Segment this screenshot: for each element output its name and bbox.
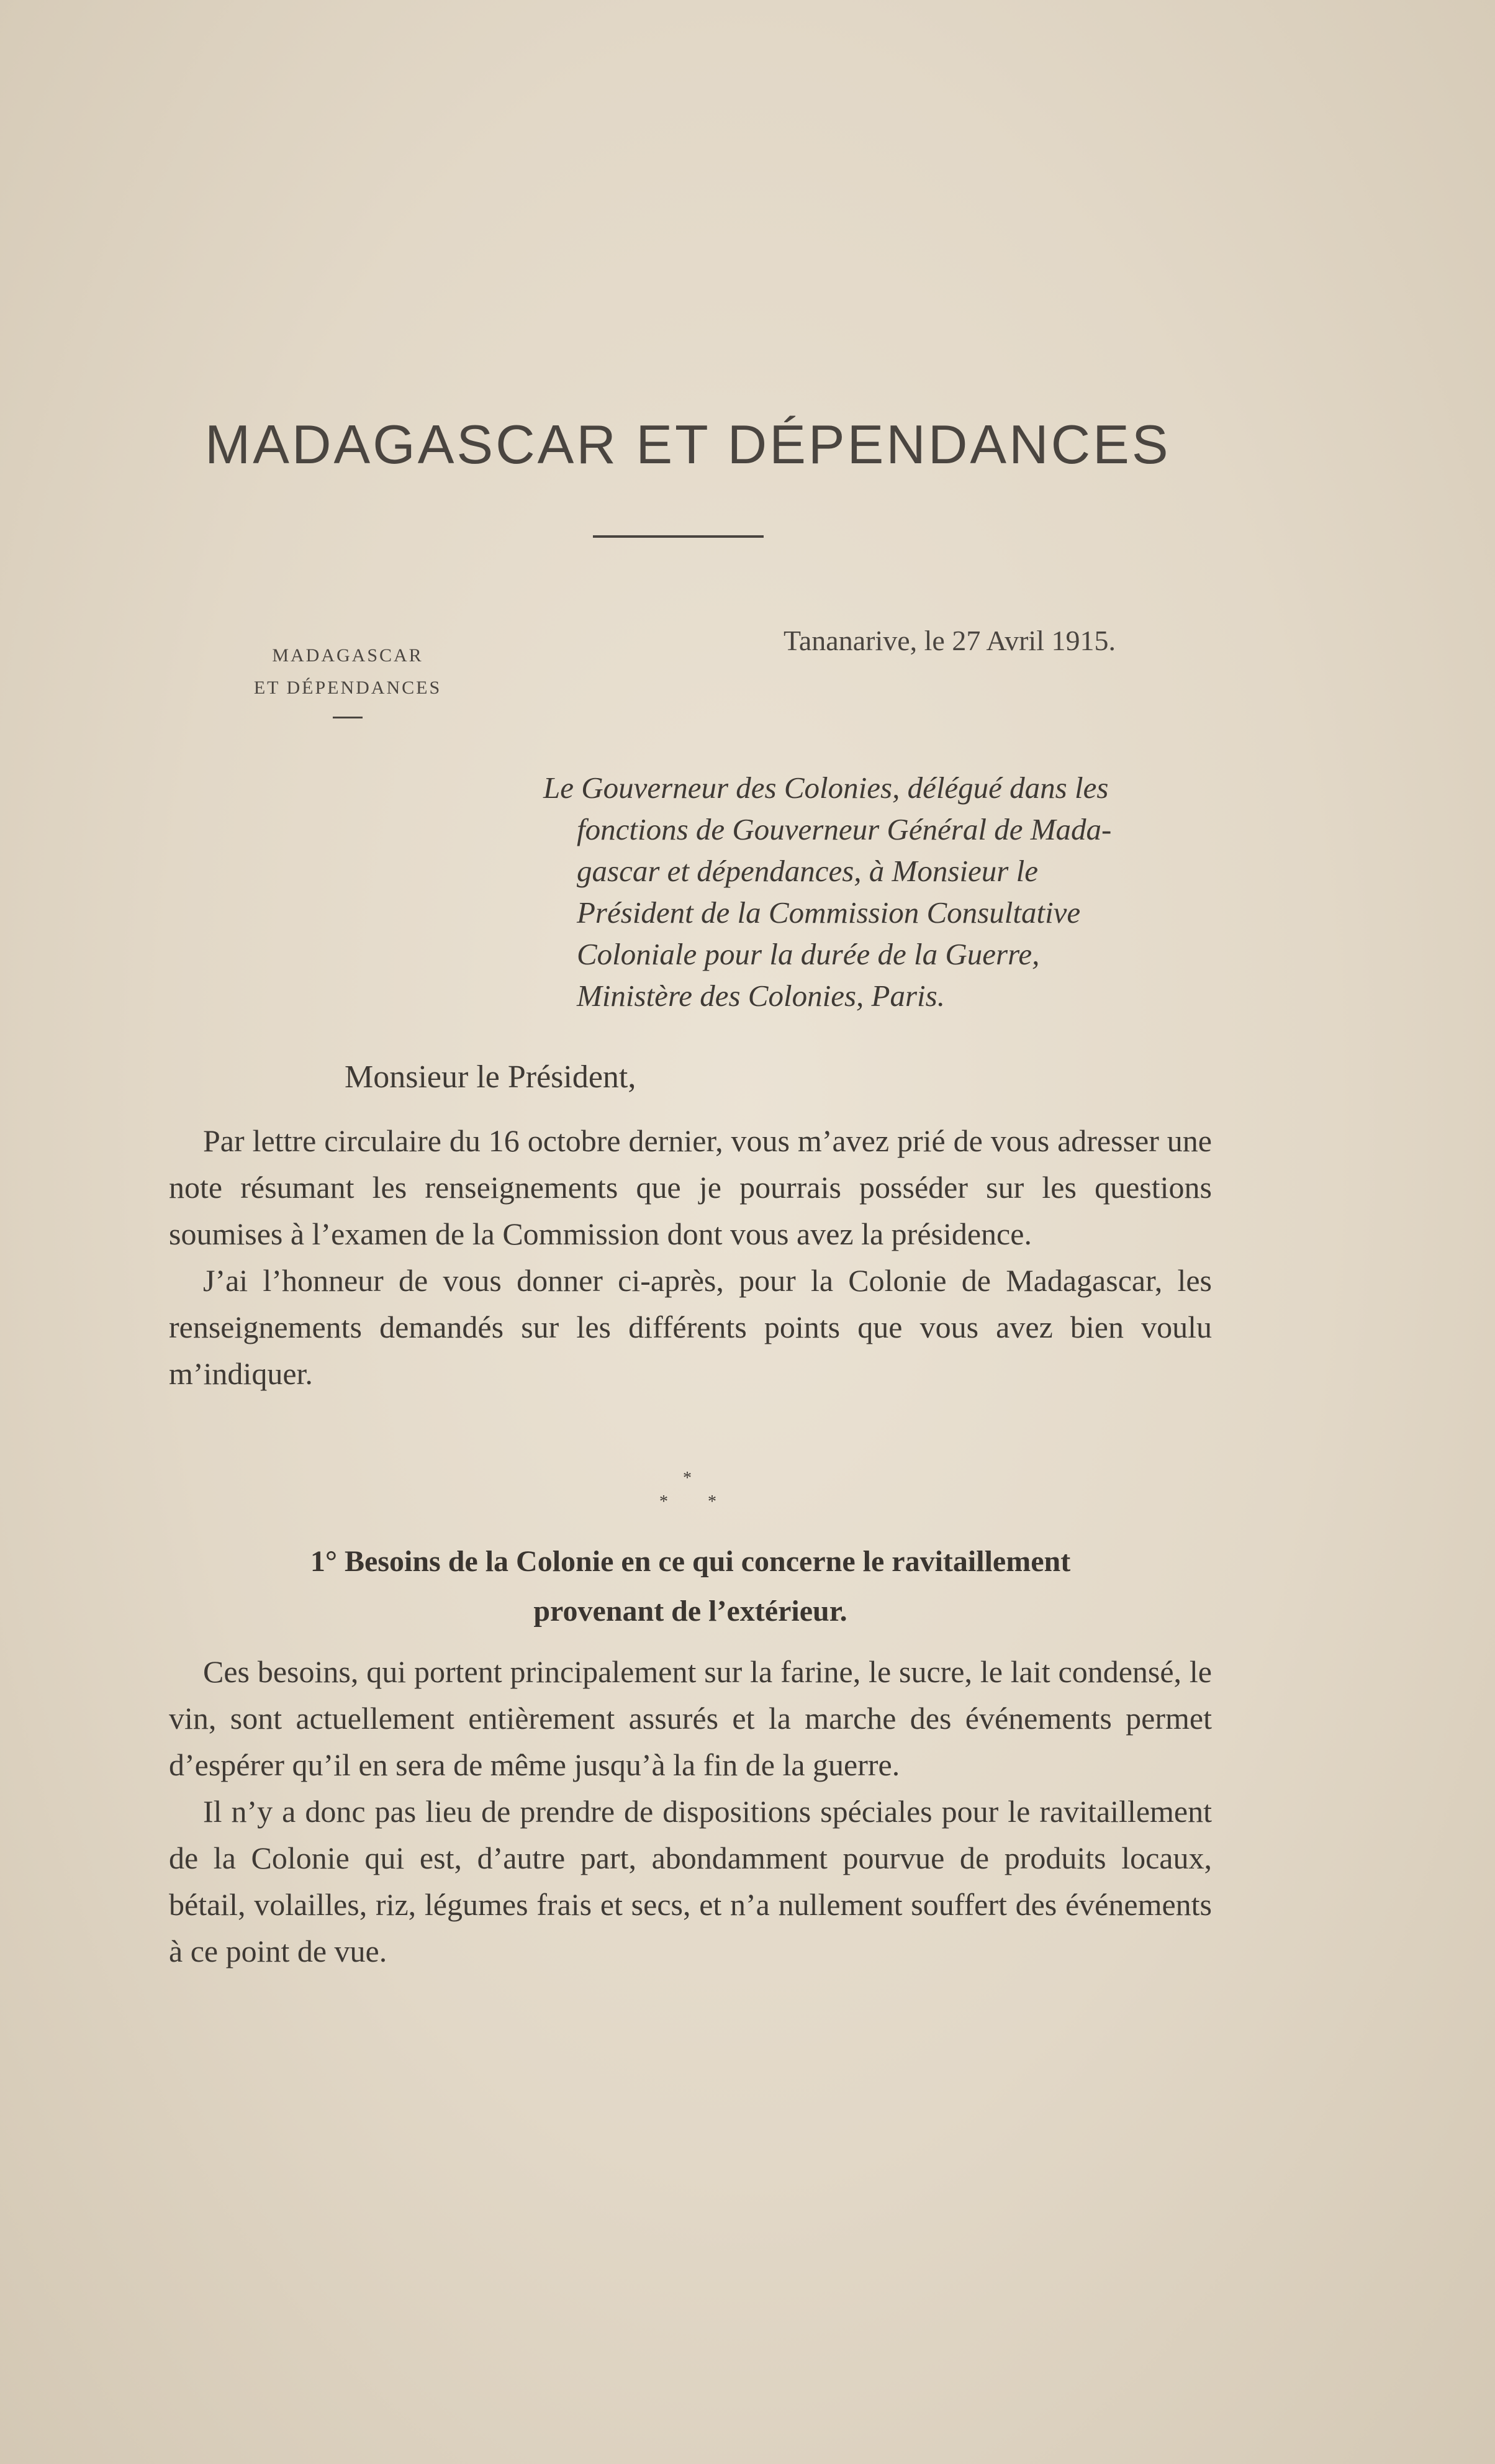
section-separator (646, 1469, 733, 1518)
section-body (169, 1649, 1212, 1975)
address-line: Président de la Commission Consultative (577, 895, 1081, 930)
paragraph: Par lettre circulaire du 16 octobre dernier, vous m’avez prié de vous adresser une note résumant les renseignements que je pourrais posséder sur les questions soumises à l’examen de la Commission dont vous avez la présidence. (169, 1123, 1212, 1251)
separator-star: * (659, 1492, 668, 1511)
letterhead-line-2: ET DÉPENDANCES (253, 677, 442, 698)
section-heading (169, 1537, 1212, 1636)
letterhead-divider (333, 717, 363, 718)
separator-star: * (683, 1469, 692, 1488)
paragraph: Ces besoins, qui portent principalement sur la farine, le sucre, le lait condensé, le vin, sont actuellement entièrement assurés et la marche des événements permet d’espérer qu’il en sera de même jusqu’à la fin de la guerre. (169, 1654, 1212, 1782)
letter-body (169, 1118, 1212, 1397)
letterhead-line-1: MADAGASCAR (272, 645, 423, 666)
address-line: fonctions de Gouverneur Général de Mada- (577, 812, 1112, 846)
section-heading-line-1: 1° Besoins de la Colonie en ce qui concerne le ravitaillement (310, 1545, 1071, 1578)
address-line: gascar et dépendances, à Monsieur le (577, 854, 1038, 888)
address-block (543, 767, 1204, 1017)
date-line: Tananarive, le 27 Avril 1915. (784, 625, 1116, 656)
section-heading-line-2: provenant de l’extérieur. (533, 1595, 847, 1628)
paragraph: J’ai l’honneur de vous donner ci-après, pour la Colonie de Madagascar, les renseignements demandés sur les différents points que vous avez bien voulu m’indiquer. (169, 1263, 1212, 1391)
letterhead (224, 640, 472, 718)
page-title: MADAGASCAR ET DÉPENDANCES (205, 414, 1171, 475)
address-line: Coloniale pour la durée de la Guerre, (577, 937, 1040, 971)
salutation: Monsieur le Président, (345, 1059, 636, 1095)
address-line: Le Gouverneur des Colonies, délégué dans les (543, 771, 1109, 805)
paragraph: Il n’y a donc pas lieu de prendre de dispositions spéciales pour le ravitaillement de la Colonie qui est, d’autre part, abondamment pourvue de produits locaux, bétail, volailles, riz, légumes frais et secs, et n’a nullement souffert des événements à ce point de vue. (169, 1794, 1212, 1968)
separator-star: * (708, 1492, 716, 1511)
title-divider (593, 535, 764, 538)
address-line: Ministère des Colonies, Paris. (577, 979, 945, 1013)
